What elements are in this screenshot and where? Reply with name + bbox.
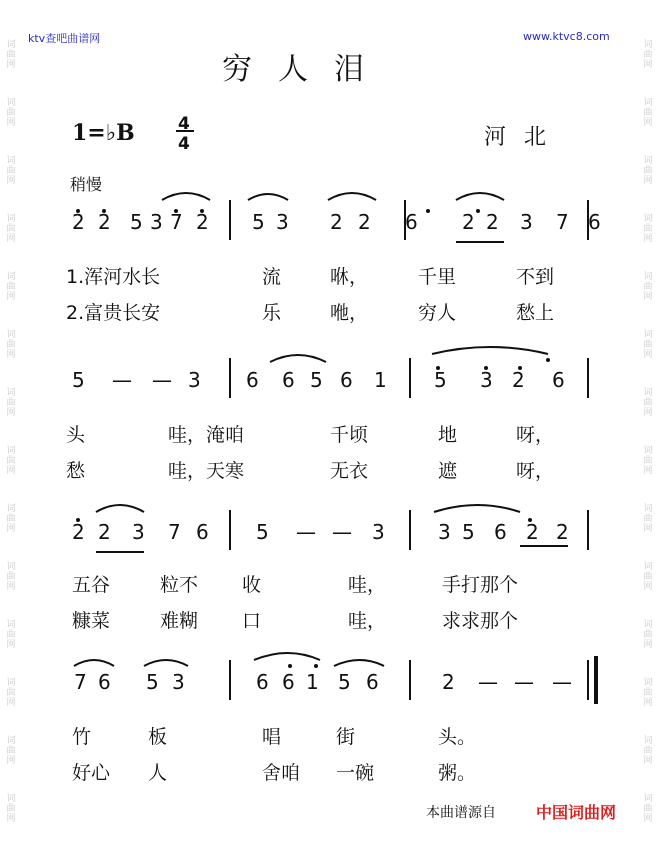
lyric-segment: 哇，淹咱	[168, 424, 245, 446]
score-note: 6	[405, 210, 418, 234]
lyric-segment: 一碗	[336, 762, 375, 784]
score-note: 5	[146, 670, 159, 694]
lyric-segment: 口	[242, 610, 262, 632]
lyric-segment: 千顷	[330, 424, 369, 446]
score-note: 7	[556, 210, 569, 234]
lyric-segment: 五谷	[72, 574, 111, 596]
watermark-text: 词 曲 网	[643, 678, 653, 708]
lyric-segment: 难糊	[160, 610, 199, 632]
watermark-text: 词 曲 网	[6, 388, 16, 418]
watermark-text: 词 曲 网	[643, 620, 653, 650]
score-note: —	[552, 670, 572, 694]
score-note: 2	[462, 210, 475, 234]
lyric-segment: 咃，	[330, 302, 369, 324]
lyric-segment: 2.富贵长安	[66, 302, 161, 324]
lyric-segment: 糠菜	[72, 610, 111, 632]
footer-source-site[interactable]: 中国词曲网	[536, 803, 617, 822]
score-note: 2	[72, 520, 85, 544]
score-note: 3	[438, 520, 451, 544]
watermark-text: 词 曲 网	[6, 98, 16, 128]
score-note: 5	[462, 520, 475, 544]
watermark-text: 词 曲 网	[6, 156, 16, 186]
time-signature-bottom: 4	[178, 134, 190, 154]
score-note: —	[112, 368, 132, 392]
time-signature-top: 4	[178, 114, 190, 134]
score-note: 1	[306, 670, 319, 694]
score-note: 6	[196, 520, 209, 544]
lyric-segment: 求求那个	[442, 610, 519, 632]
lyric-segment: 1.浑河水长	[66, 266, 161, 288]
score-note: 2	[512, 368, 525, 392]
lyric-segment: 头	[66, 424, 86, 446]
lyric-segment: 好心	[72, 762, 111, 784]
score-note: 3	[188, 368, 201, 392]
lyric-segment: 地	[438, 424, 458, 446]
lyric-segment: 遮	[438, 460, 458, 482]
lyric-segment: 头。	[438, 726, 477, 748]
lyric-segment: 穷人	[418, 302, 457, 324]
score-note: 2	[330, 210, 343, 234]
score-note: 3	[276, 210, 289, 234]
watermark-text: 词 曲 网	[6, 272, 16, 302]
score-note: 5	[252, 210, 265, 234]
lyric-segment: 舍咱	[262, 762, 301, 784]
watermark-text: 词 曲 网	[643, 40, 653, 70]
watermark-text: 词 曲 网	[643, 272, 653, 302]
lyric-segment: 哇，	[348, 574, 387, 596]
watermark-text: 词 曲 网	[643, 562, 653, 592]
score-note: 5	[338, 670, 351, 694]
key-signature: 1=♭B	[72, 120, 135, 146]
watermark-text: 词 曲 网	[6, 214, 16, 244]
watermark-text: 词 曲 网	[6, 330, 16, 360]
lyric-segment: 不到	[516, 266, 555, 288]
score-note: —	[478, 670, 498, 694]
lyric-segment: 咻，	[330, 266, 369, 288]
lyric-segment: 板	[148, 726, 168, 748]
tempo-marking: 稍慢	[70, 175, 103, 194]
lyric-segment: 哇，	[348, 610, 387, 632]
watermark-text: 词 曲 网	[643, 330, 653, 360]
score-note: 5	[256, 520, 269, 544]
lyric-segment: 粥。	[438, 762, 477, 784]
watermark-text: 词 曲 网	[6, 736, 16, 766]
watermark-text: 词 曲 网	[643, 156, 653, 186]
lyric-segment: 收	[242, 574, 262, 596]
lyric-segment: 呀，	[516, 424, 555, 446]
watermark-text: 词 曲 网	[6, 678, 16, 708]
watermark-text: 词 曲 网	[6, 794, 16, 824]
watermark-text: 词 曲 网	[643, 446, 653, 476]
score-note: 2	[486, 210, 499, 234]
lyric-segment: 流	[262, 266, 282, 288]
lyric-segment: 手打那个	[442, 574, 519, 596]
watermark-text: 词 曲 网	[643, 388, 653, 418]
lyric-segment: 乐	[262, 302, 282, 324]
score-note: 6	[282, 670, 295, 694]
score-note: 6	[552, 368, 565, 392]
score-note: 5	[130, 210, 143, 234]
lyric-segment: 哇，天寒	[168, 460, 245, 482]
header-site-right[interactable]: www.ktvc8.com	[523, 30, 610, 43]
lyric-segment: 人	[148, 762, 168, 784]
score-note: —	[152, 368, 172, 392]
score-note: 6	[282, 368, 295, 392]
score-note: 3	[172, 670, 185, 694]
song-title: 穷人泪	[222, 52, 390, 87]
watermark-text: 词 曲 网	[6, 562, 16, 592]
score-note: 6	[340, 368, 353, 392]
watermark-text: 词 曲 网	[643, 794, 653, 824]
watermark-text: 词 曲 网	[6, 620, 16, 650]
watermark-text: 词 曲 网	[6, 40, 16, 70]
lyric-segment: 街	[336, 726, 356, 748]
lyric-segment: 唱	[262, 726, 282, 748]
watermark-text: 词 曲 网	[643, 736, 653, 766]
score-note: 3	[132, 520, 145, 544]
lyric-segment: 无衣	[330, 460, 369, 482]
lyric-segment: 愁	[66, 460, 86, 482]
score-note: 2	[526, 520, 539, 544]
header-site-left[interactable]: ktv查吧曲谱网	[28, 32, 101, 45]
score-note: 6	[256, 670, 269, 694]
score-note: 1	[374, 368, 387, 392]
score-note: —	[296, 520, 316, 544]
score-note: 6	[588, 210, 601, 234]
score-note: 3	[150, 210, 163, 234]
score-note: 5	[310, 368, 323, 392]
lyric-segment: 愁上	[516, 302, 555, 324]
score-note: 2	[442, 670, 455, 694]
watermark-text: 词 曲 网	[643, 98, 653, 128]
lyric-segment: 竹	[72, 726, 92, 748]
footer-source-label: 本曲谱源自	[426, 805, 496, 821]
watermark-text: 词 曲 网	[6, 446, 16, 476]
score-note: 3	[520, 210, 533, 234]
lyric-segment: 粒不	[160, 574, 199, 596]
score-note: 6	[246, 368, 259, 392]
score-note: —	[332, 520, 352, 544]
score-note: 7	[74, 670, 87, 694]
watermark-text: 词 曲 网	[643, 214, 653, 244]
origin-label: 河北	[484, 125, 565, 150]
score-note: 2	[358, 210, 371, 234]
lyric-segment: 千里	[418, 266, 457, 288]
lyric-segment: 呀，	[516, 460, 555, 482]
score-note: 6	[98, 670, 111, 694]
score-note: 3	[372, 520, 385, 544]
score-note: 3	[480, 368, 493, 392]
score-note: 6	[494, 520, 507, 544]
score-note: 2	[556, 520, 569, 544]
score-note: 2	[72, 210, 85, 234]
score-note: 5	[72, 368, 85, 392]
watermark-text: 词 曲 网	[6, 504, 16, 534]
watermark-text: 词 曲 网	[643, 504, 653, 534]
score-note: 2	[196, 210, 209, 234]
score-note: 6	[366, 670, 379, 694]
score-note: 2	[98, 210, 111, 234]
score-note: 7	[168, 520, 181, 544]
score-note: 7	[170, 210, 183, 234]
score-note: —	[514, 670, 534, 694]
score-note: 5	[434, 368, 447, 392]
score-note: 2	[98, 520, 111, 544]
